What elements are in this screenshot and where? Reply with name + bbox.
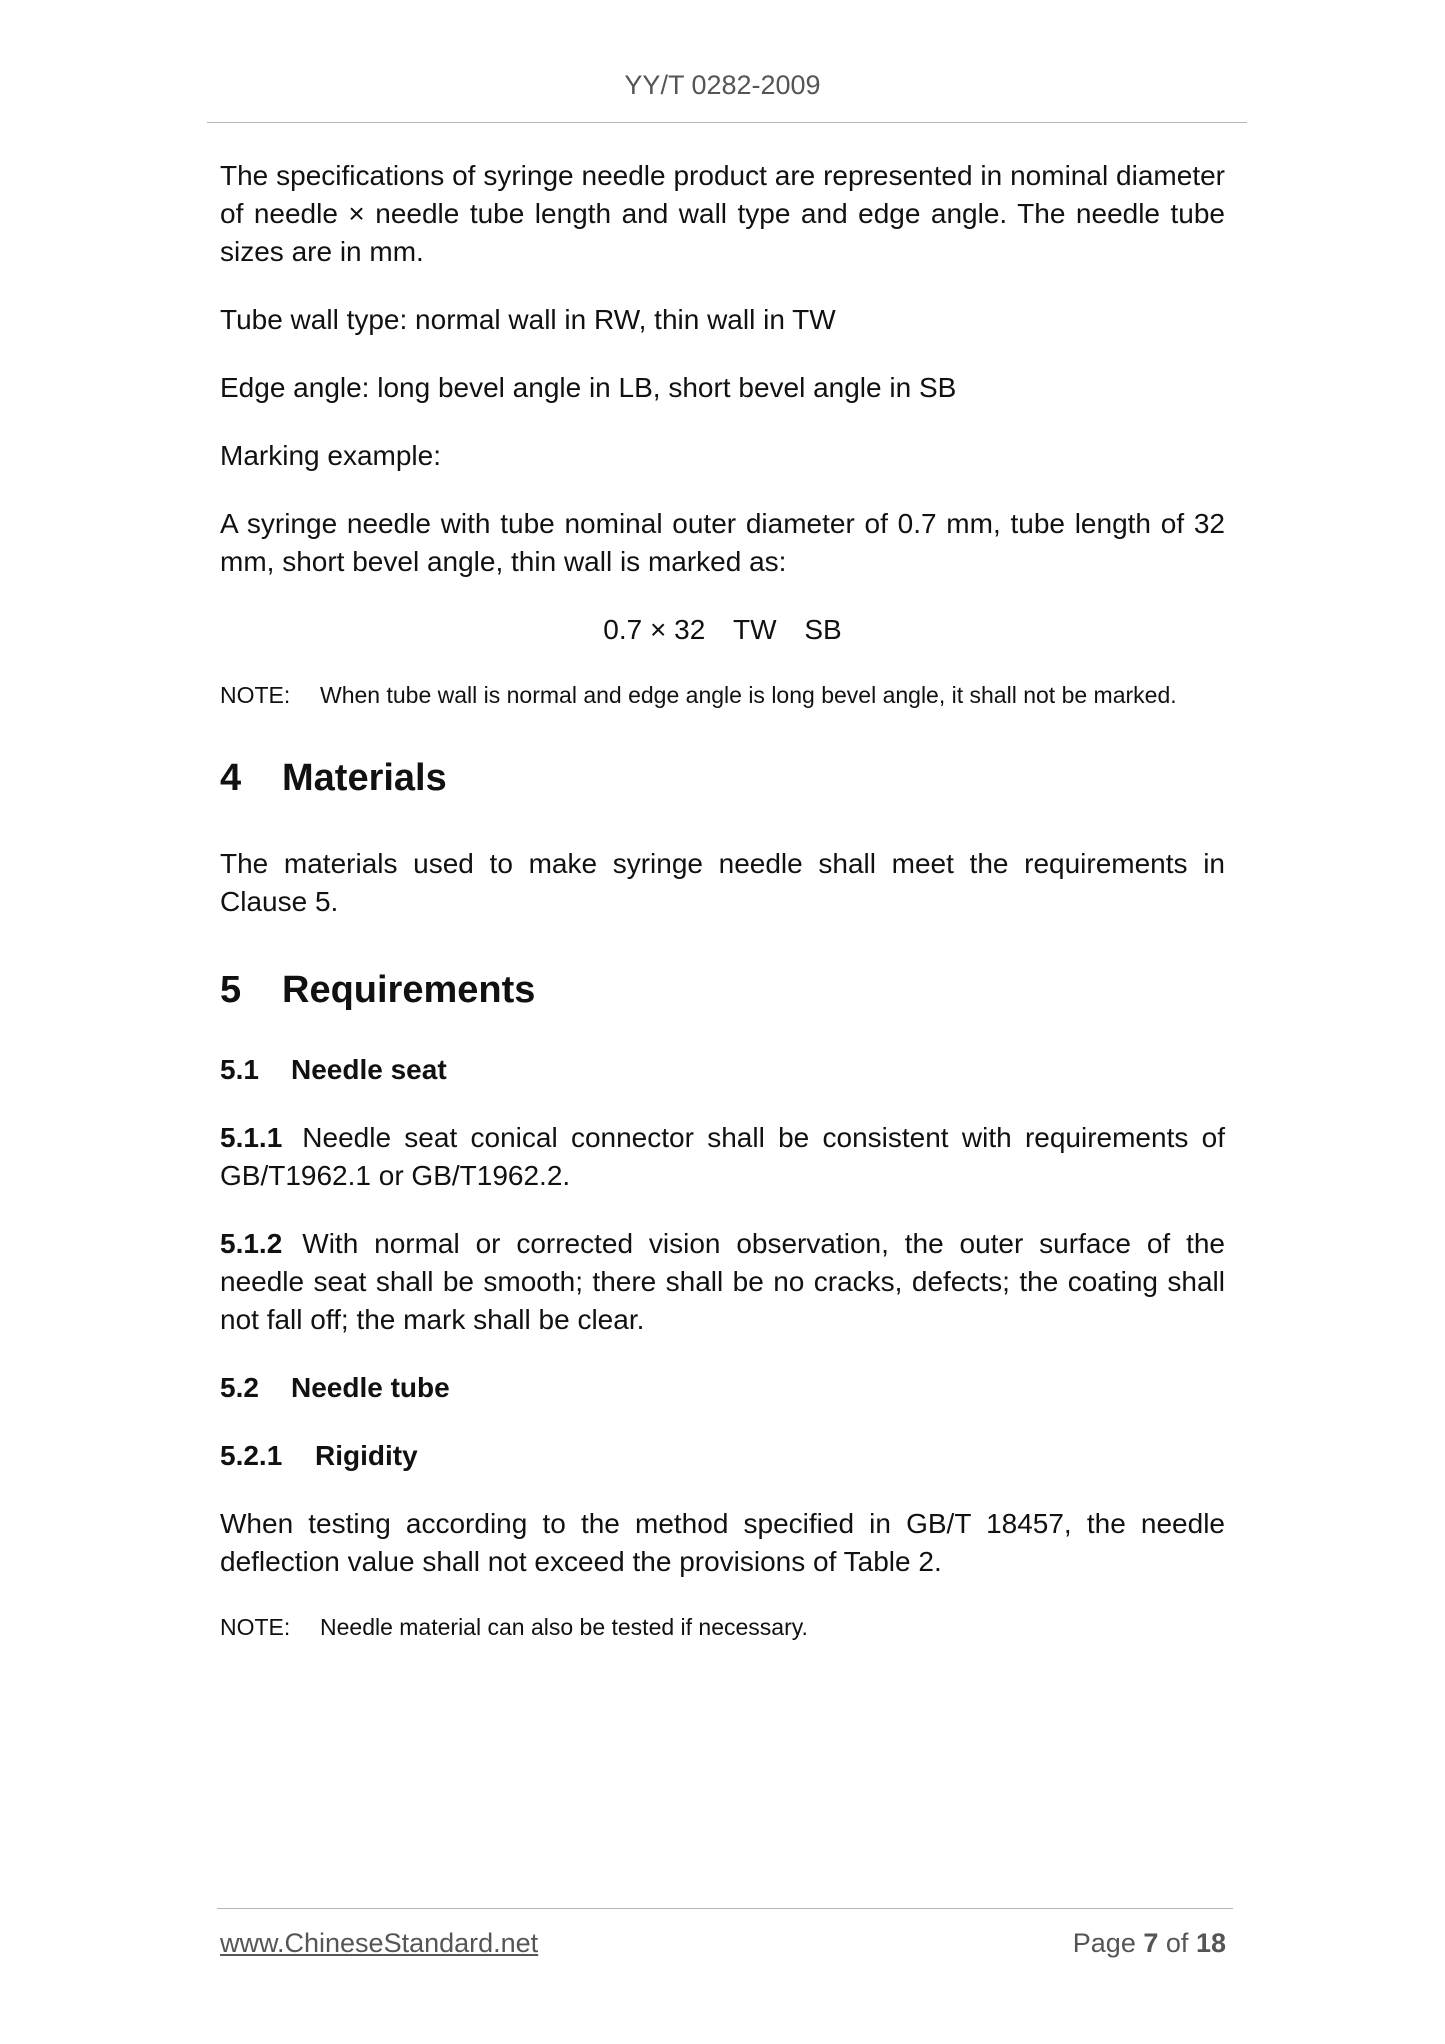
marking-bevel: SB <box>804 614 842 645</box>
subclause-5-1-1-number: 5.1.1 <box>220 1122 283 1153</box>
subclause-5-1-2-text: With normal or corrected vision observation, the outer surface of the needle seat shall be smooth; there shall be no cracks, defects; the coating shall not fall off; the mark shall be clear. <box>220 1228 1225 1335</box>
marking-wall: TW <box>733 614 777 645</box>
clause-5-number: 5 <box>220 969 242 1011</box>
subclause-5-1-heading <box>220 1051 1225 1089</box>
subclause-5-2-1-title: Rigidity <box>315 1440 418 1471</box>
clause-5-heading <box>220 967 1225 1013</box>
subclause-5-2-title: Needle tube <box>291 1372 450 1403</box>
page-prefix: Page <box>1072 1928 1136 1958</box>
footer-divider <box>217 1908 1233 1909</box>
clause-4-heading <box>220 755 1225 801</box>
footer-page-number <box>1073 1928 1226 1959</box>
subclause-5-1-2-paragraph <box>220 1225 1225 1339</box>
intro-paragraph-tube-wall: Tube wall type: normal wall in RW, thin wall in TW <box>220 304 836 335</box>
header-divider <box>207 122 1247 123</box>
page-body <box>220 157 1225 1687</box>
note-needle-material <box>220 1611 1225 1643</box>
page-of: of <box>1165 1928 1189 1958</box>
clause-5-title: Requirements <box>282 969 536 1011</box>
clause-4-number: 4 <box>220 757 242 799</box>
note-text: When tube wall is normal and edge angle is long bevel angle, it shall not be marked. <box>320 682 1177 708</box>
subclause-5-2-number: 5.2 <box>220 1372 259 1403</box>
marking-example <box>220 611 1225 649</box>
footer-website-link[interactable]: www.ChineseStandard.net <box>220 1928 539 1958</box>
subclause-5-2-heading <box>220 1369 1225 1407</box>
subclause-5-1-number: 5.1 <box>220 1054 259 1085</box>
intro-paragraph-edge-angle: Edge angle: long bevel angle in LB, short bevel angle in SB <box>220 372 957 403</box>
subclause-5-1-1-paragraph <box>220 1119 1225 1195</box>
subclause-5-2-1-number: 5.2.1 <box>220 1440 283 1471</box>
intro-paragraph-marking-description: A syringe needle with tube nominal outer diameter of 0.7 mm, tube length of 32 mm, short bevel angle, thin wall is marked as: <box>220 508 1225 577</box>
subclause-5-1-1-text: Needle seat conical connector shall be consistent with requirements of GB/T1962.1 or GB/T1962.2. <box>220 1122 1225 1191</box>
clause-4-paragraph: The materials used to make syringe needle shall meet the requirements in Clause 5. <box>220 848 1225 917</box>
note-marking <box>220 679 1225 711</box>
subclause-5-1-2-number: 5.1.2 <box>220 1228 283 1259</box>
subclause-5-2-1-heading <box>220 1437 1225 1475</box>
note-label: NOTE: <box>220 1614 291 1640</box>
page-total: 18 <box>1195 1928 1226 1958</box>
note-text: Needle material can also be tested if necessary. <box>320 1614 808 1640</box>
note-label: NOTE: <box>220 682 291 708</box>
marking-size: 0.7 × 32 <box>603 614 706 645</box>
subclause-5-1-title: Needle seat <box>291 1054 447 1085</box>
subclause-5-2-1-paragraph: When testing according to the method specified in GB/T 18457, the needle deflection value shall not exceed the provisions of Table 2. <box>220 1508 1225 1577</box>
intro-paragraph-specifications: The specifications of syringe needle product are represented in nominal diameter of needle × needle tube length and wall type and edge angle. The needle tube sizes are in mm. <box>220 160 1225 267</box>
page-current: 7 <box>1143 1928 1159 1958</box>
header-standard-code: YY/T 0282-2009 <box>624 70 821 100</box>
intro-paragraph-marking-label: Marking example: <box>220 440 441 471</box>
clause-4-title: Materials <box>282 757 447 799</box>
